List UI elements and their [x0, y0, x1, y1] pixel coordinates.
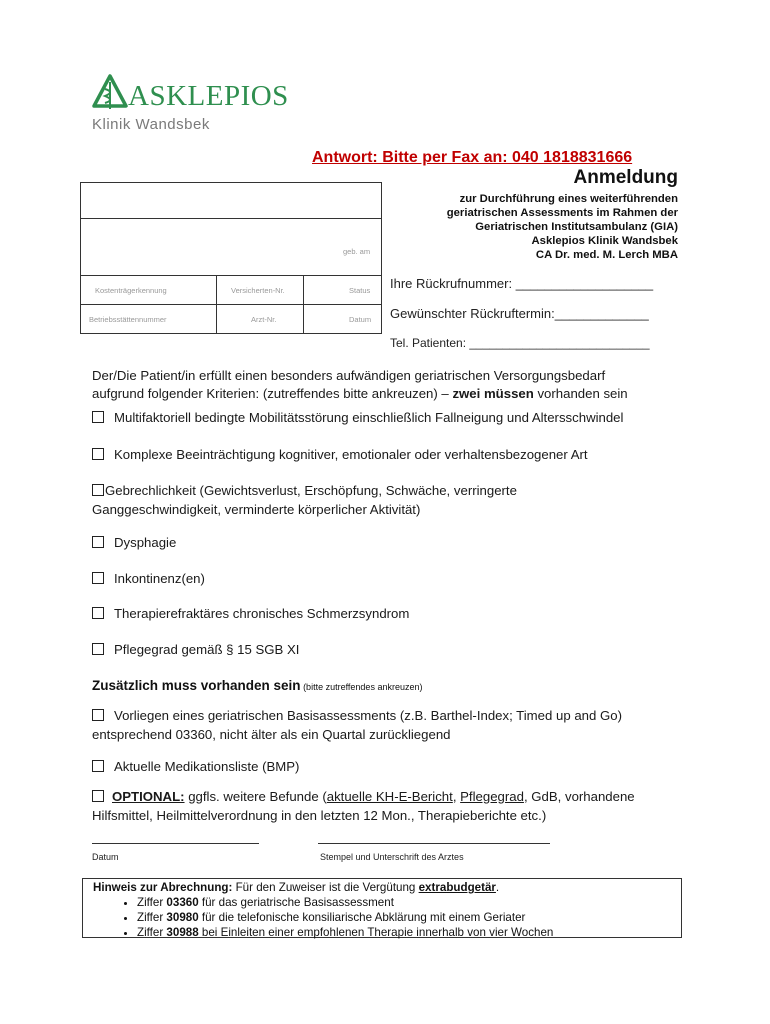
requirement-basisassessment[interactable] — [92, 706, 692, 744]
patient-data-box[interactable] — [80, 182, 382, 334]
criterion-label: Komplexe Beeinträchtigung kognitiver, emotionaler oder verhaltensbezogener Art — [114, 447, 588, 462]
section-heading-text: Zusätzlich muss vorhanden sein — [92, 678, 301, 693]
brand-name: ASKLEPIOS — [128, 80, 289, 112]
rueckrufnummer-field[interactable]: Ihre Rückrufnummer: ___________________ — [390, 276, 654, 291]
billing-code-prefix: Ziffer — [137, 896, 167, 909]
subtitle-line: CA Dr. med. M. Lerch MBA — [535, 249, 678, 261]
requirement-label: , — [452, 789, 461, 804]
criterion-label: Multifaktoriell bedingte Mobilitätsstörung einschließlich Fallneigung und Altersschwindel — [114, 410, 624, 425]
billing-note-text: Für den Zuweiser ist die Vergütung — [232, 881, 419, 894]
subtitle-line: Geriatrischen Institutsambulanz (GIA) — [475, 221, 678, 233]
checkbox[interactable] — [92, 448, 104, 460]
billing-code-prefix: Ziffer — [137, 926, 167, 939]
asklepios-logo-icon — [90, 73, 130, 113]
billing-code-item — [137, 895, 671, 910]
checkbox[interactable] — [92, 572, 104, 584]
requirement-label: ggfls. weitere Befunde ( — [184, 789, 327, 804]
intro-text-part: vorhanden sein — [533, 386, 628, 401]
criterion-label-cont: Ganggeschwindigkeit, verminderte körperlicher Aktivität) — [92, 502, 421, 517]
signature-line[interactable] — [318, 843, 550, 844]
brand-subtitle: Klinik Wandsbek — [92, 116, 210, 133]
kostentraeger-label: Kostenträgerkennung — [95, 286, 167, 295]
billing-code-prefix: Ziffer — [137, 911, 167, 924]
requirement-label-cont: entsprechend 03360, nicht älter als ein Quartal zurückliegend — [92, 727, 451, 742]
checkbox[interactable] — [92, 790, 104, 802]
criterion-pflegegrad[interactable] — [92, 640, 692, 659]
datum-label: Datum — [349, 315, 372, 324]
criterion-label: Inkontinenz(en) — [114, 571, 205, 586]
divider — [303, 275, 304, 333]
billing-code-item — [137, 925, 671, 940]
geb-am-label: geb. am — [343, 247, 371, 256]
criterion-dysphagie[interactable] — [92, 533, 692, 552]
datum-caption: Datum — [92, 852, 119, 862]
page-title: Anmeldung — [573, 167, 678, 188]
criterion-label: Pflegegrad gemäß § 15 SGB XI — [114, 642, 300, 657]
billing-note-emphasis: extrabudgetär — [418, 881, 496, 894]
criterion-label: Gebrechlichkeit (Gewichtsverlust, Erschöpfung, Schwäche, verringerte — [105, 483, 517, 498]
divider — [81, 304, 381, 305]
billing-code: 30988 — [166, 926, 199, 939]
betriebsstaette-label: Betriebsstättennummer — [89, 315, 167, 324]
billing-code-desc: bei Einleiten einer empfohlenen Therapie innerhalb von vier Wochen — [198, 926, 554, 939]
rueckruftermin-field[interactable]: Gewünschter Rückruftermin:_____________ — [390, 306, 649, 321]
optional-label: OPTIONAL: — [112, 789, 185, 804]
checkbox[interactable] — [92, 760, 104, 772]
criterion-gebrechlichkeit[interactable] — [92, 481, 692, 519]
divider — [216, 275, 217, 333]
billing-code-desc: für das geriatrische Basisassessment — [198, 896, 394, 909]
checkbox[interactable] — [92, 643, 104, 655]
checkbox[interactable] — [92, 411, 104, 423]
subtitle-line: zur Durchführung eines weiterführenden — [459, 193, 678, 205]
billing-codes-list — [93, 895, 671, 940]
kh-e-bericht-text: aktuelle KH-E-Bericht — [326, 789, 453, 804]
requirement-medikationsliste[interactable] — [92, 757, 692, 776]
checkbox[interactable] — [92, 709, 104, 721]
datum-line[interactable] — [92, 843, 259, 844]
section-heading — [92, 678, 422, 693]
subtitle-line: geriatrischen Assessments im Rahmen der — [446, 207, 678, 219]
versicherten-nr-label: Versicherten-Nr. — [231, 286, 285, 295]
section-heading-note: (bitte zutreffendes ankreuzen) — [300, 682, 423, 692]
billing-note-label: Hinweis zur Abrechnung: — [93, 881, 233, 894]
checkbox[interactable] — [92, 536, 104, 548]
tel-patienten-field[interactable]: Tel. Patienten: ___________________________ — [390, 336, 650, 350]
requirement-label-cont: Hilfsmittel, Heilmittelverordnung in den letzten 12 Mon., Therapieberichte etc.) — [92, 808, 547, 823]
requirement-label: , GdB, vorhandene — [523, 789, 635, 804]
criterion-inkontinenz[interactable] — [92, 569, 692, 588]
intro-line-2 — [92, 385, 692, 403]
criterion-kognitiv[interactable] — [92, 445, 692, 464]
intro-emphasis: zwei müssen — [452, 386, 534, 401]
billing-note-text: . — [495, 881, 500, 894]
billing-note-box — [82, 878, 682, 938]
pflegegrad-text: Pflegegrad — [460, 789, 524, 804]
subtitle-line: Asklepios Klinik Wandsbek — [531, 235, 678, 247]
billing-code-item — [137, 910, 671, 925]
intro-text — [92, 367, 692, 403]
criterion-label: Therapierefraktäres chronisches Schmerzsyndrom — [114, 606, 410, 621]
billing-code-desc: für die telefonische konsiliarische Abklärung mit einem Geriater — [198, 911, 526, 924]
divider — [81, 218, 381, 219]
fax-instruction: Antwort: Bitte per Fax an: 040 1818831666 — [312, 149, 633, 166]
billing-code: 03360 — [166, 896, 199, 909]
criterion-label: Dysphagie — [114, 535, 177, 550]
intro-line-1: Der/Die Patient/in erfüllt einen besonders aufwändigen geriatrischen Versorgungsbedarf — [92, 368, 606, 383]
checkbox[interactable] — [92, 607, 104, 619]
billing-note-heading — [93, 880, 671, 895]
signature-caption: Stempel und Unterschrift des Arztes — [320, 852, 464, 862]
page-subtitle — [447, 192, 678, 262]
requirement-label: Vorliegen eines geriatrischen Basisassessments (z.B. Barthel-Index; Timed up and Go) — [114, 708, 622, 723]
requirement-optional-befunde[interactable] — [92, 787, 692, 825]
criterion-schmerz[interactable] — [92, 604, 692, 623]
divider — [81, 275, 381, 276]
status-label: Status — [349, 286, 371, 295]
arzt-nr-label: Arzt-Nr. — [251, 315, 277, 324]
requirement-label: Aktuelle Medikationsliste (BMP) — [114, 759, 300, 774]
billing-code: 30980 — [166, 911, 199, 924]
criterion-mobilitaet[interactable] — [92, 408, 692, 427]
checkbox[interactable] — [92, 484, 104, 496]
intro-text-part: aufgrund folgender Kriterien: (zutreffendes bitte ankreuzen) – — [92, 386, 453, 401]
